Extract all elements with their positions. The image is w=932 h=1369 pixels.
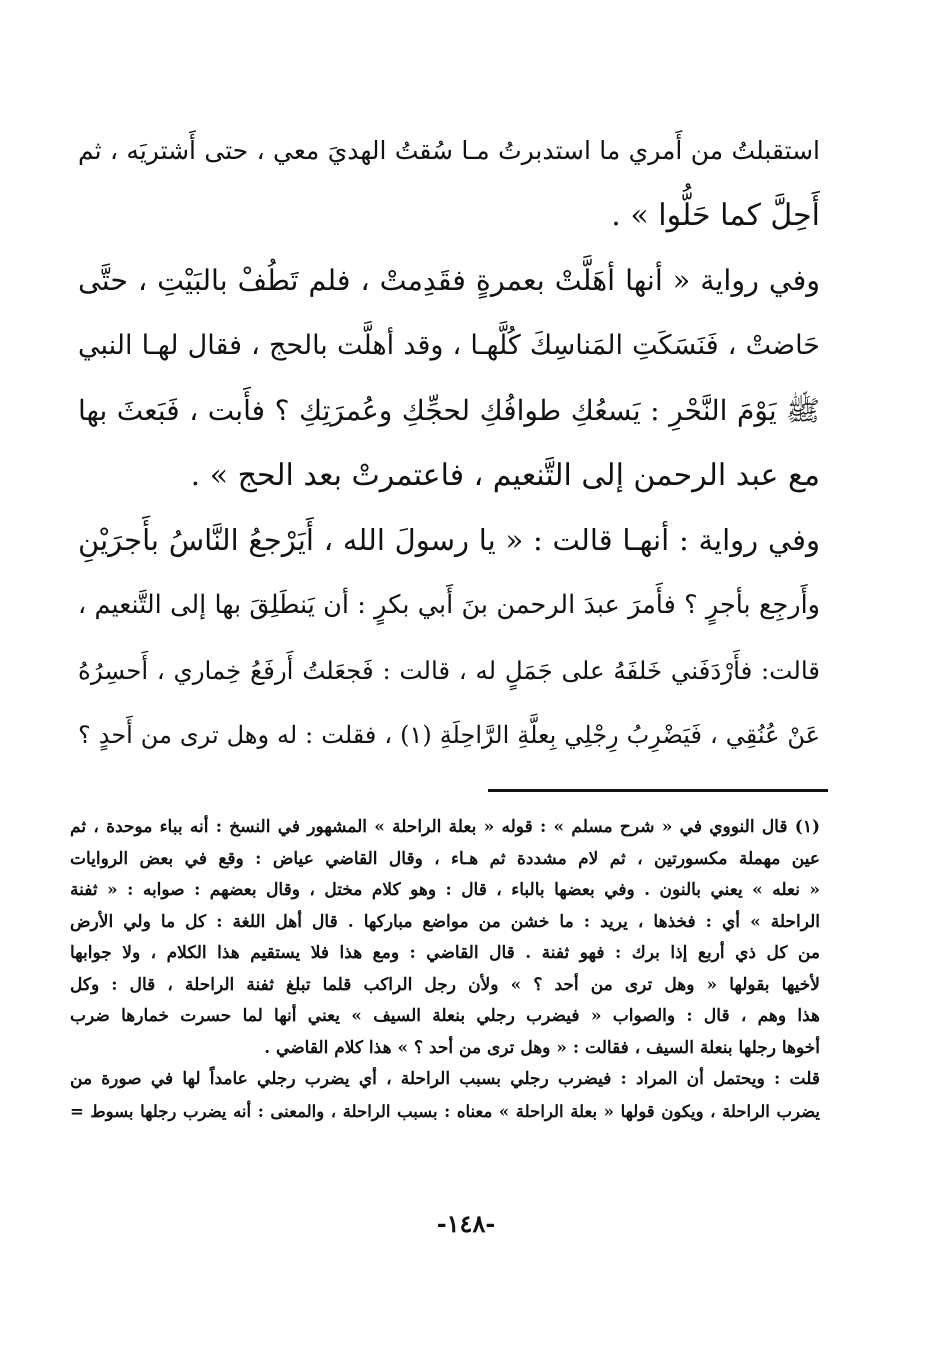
main-text-line: قالت: فأَرْدَفَني خَلفَهُ على جَمَلٍ له ، قالت : فَجعَلتُ أَرفَعُ خِماري ، أَحسِرُهُ — [78, 656, 820, 685]
main-text-line: مع عبد الرحمن إلى التَّنعيم ، فاعتمرتْ بعد الحج » . — [190, 458, 820, 493]
main-text-line: استقبلتُ من أَمري ما استدبرتُ مـا سُقتُ الهديَ معي ، حتى أَشتريَه ، ثم — [78, 136, 820, 165]
main-text-line: وأَرجِع بأجرٍ ؟ فأَمرَ عبدَ الرحمن بنَ أَبي بكرٍ : أن يَنطَلِقَ بها إلى التَّنعيم ، — [78, 590, 820, 620]
footnote-line: عين مهملة مكسورتين ، ثم لام مشددة ثم هـاء ، وقال القاضي عياض : وقع في بعض الروايات — [70, 848, 820, 869]
footnote-separator — [488, 789, 828, 792]
footnote-line: الراحلة » أي : فخذها ، يريد : ما خشن من مواضع مباركها . قال أهل اللغة : كل ما ولي الأرض — [70, 911, 820, 932]
page-number: -١٤٨- — [436, 1209, 496, 1238]
main-text-line: عَنْ عُنُقِي ، فَيَضْرِبُ رِجْلِي بِعلَّةِ الرَّاحِلَةِ (١) ، فقلت : له وهل ترى من أَحدٍ ؟ — [78, 721, 820, 749]
main-text-line: ﷺ يَوْمَ النَّحْرِ : يَسعُكِ طوافُكِ لحجِّكِ وعُمرَتِكِ ؟ فأَبت ، فَبَعثَ بها — [78, 394, 820, 427]
main-text-line: وفي رواية « أنها أهَلَّتْ بعمرةٍ فقَدِمتْ ، فلم تَطُفْ بالبَيْتِ ، حتَّى — [78, 264, 820, 297]
main-text-line: وفي رواية : أنهـا قالت : « يا رسولَ الله ، أَيَرْجعُ النَّاسُ بأَجرَيْنِ — [78, 523, 820, 557]
main-text-line: أَحِلَّ كما حَلُّوا » . — [611, 198, 820, 233]
footnote-line: يضرب الراحلة ، ويكون قولها « بعلة الراحلة » معناه : بسبب الراحلة ، والمعنى : أنه يضرب رجلها بسوط = — [70, 1101, 820, 1121]
main-text-block — [78, 118, 820, 768]
footnote-line: « نعله » يعني بالنون . وفي بعضها بالباء ، قال : وهو كلام مختل ، وقال بعضهم : صوابه : « ثفنة — [70, 880, 820, 900]
footnote-line: أخوها رجلها بنعلة السيف ، فقالت : « وهل ترى من أحد ؟ » هذا كلام القاضي . — [264, 1037, 820, 1058]
footnote-line: (١) قال النووي في « شرح مسلم » : قوله « بعلة الراحلة » المشهور في النسخ : أنه بباء موحدة ، ثم — [70, 817, 820, 837]
footnote-line: لأخيها بقولها « وهل ترى من أحد ؟ » ولأن رجل الراكب قلما تبلغ ثفنة الراحلة ، قال : وكل — [70, 974, 820, 995]
footnotes-block — [70, 812, 820, 1127]
footnote-line: هذا وهم ، قال : والصواب « فيضرب رجلي بنعلة السيف » يعني أنها لما حسرت خمارها ضرب — [70, 1006, 820, 1026]
main-text-line: حَاضتْ ، فَنَسَكَتِ المَناسِكَ كُلَّهـا ، وقد أهلَّت بالحج ، فقال لهـا النبي — [78, 330, 820, 361]
footnote-line: من كل ذي أربع إذا برك : فهو ثفنة . قال القاضي : ومع هذا فلا يستقيم هذا الكلام ، ولا جوابها — [70, 943, 820, 963]
footnote-line: قلت : ويحتمل أن المراد : فيضرب رجلي بسبب الراحلة ، أي يضرب رجلي عامداً لها في صورة من — [70, 1069, 820, 1089]
